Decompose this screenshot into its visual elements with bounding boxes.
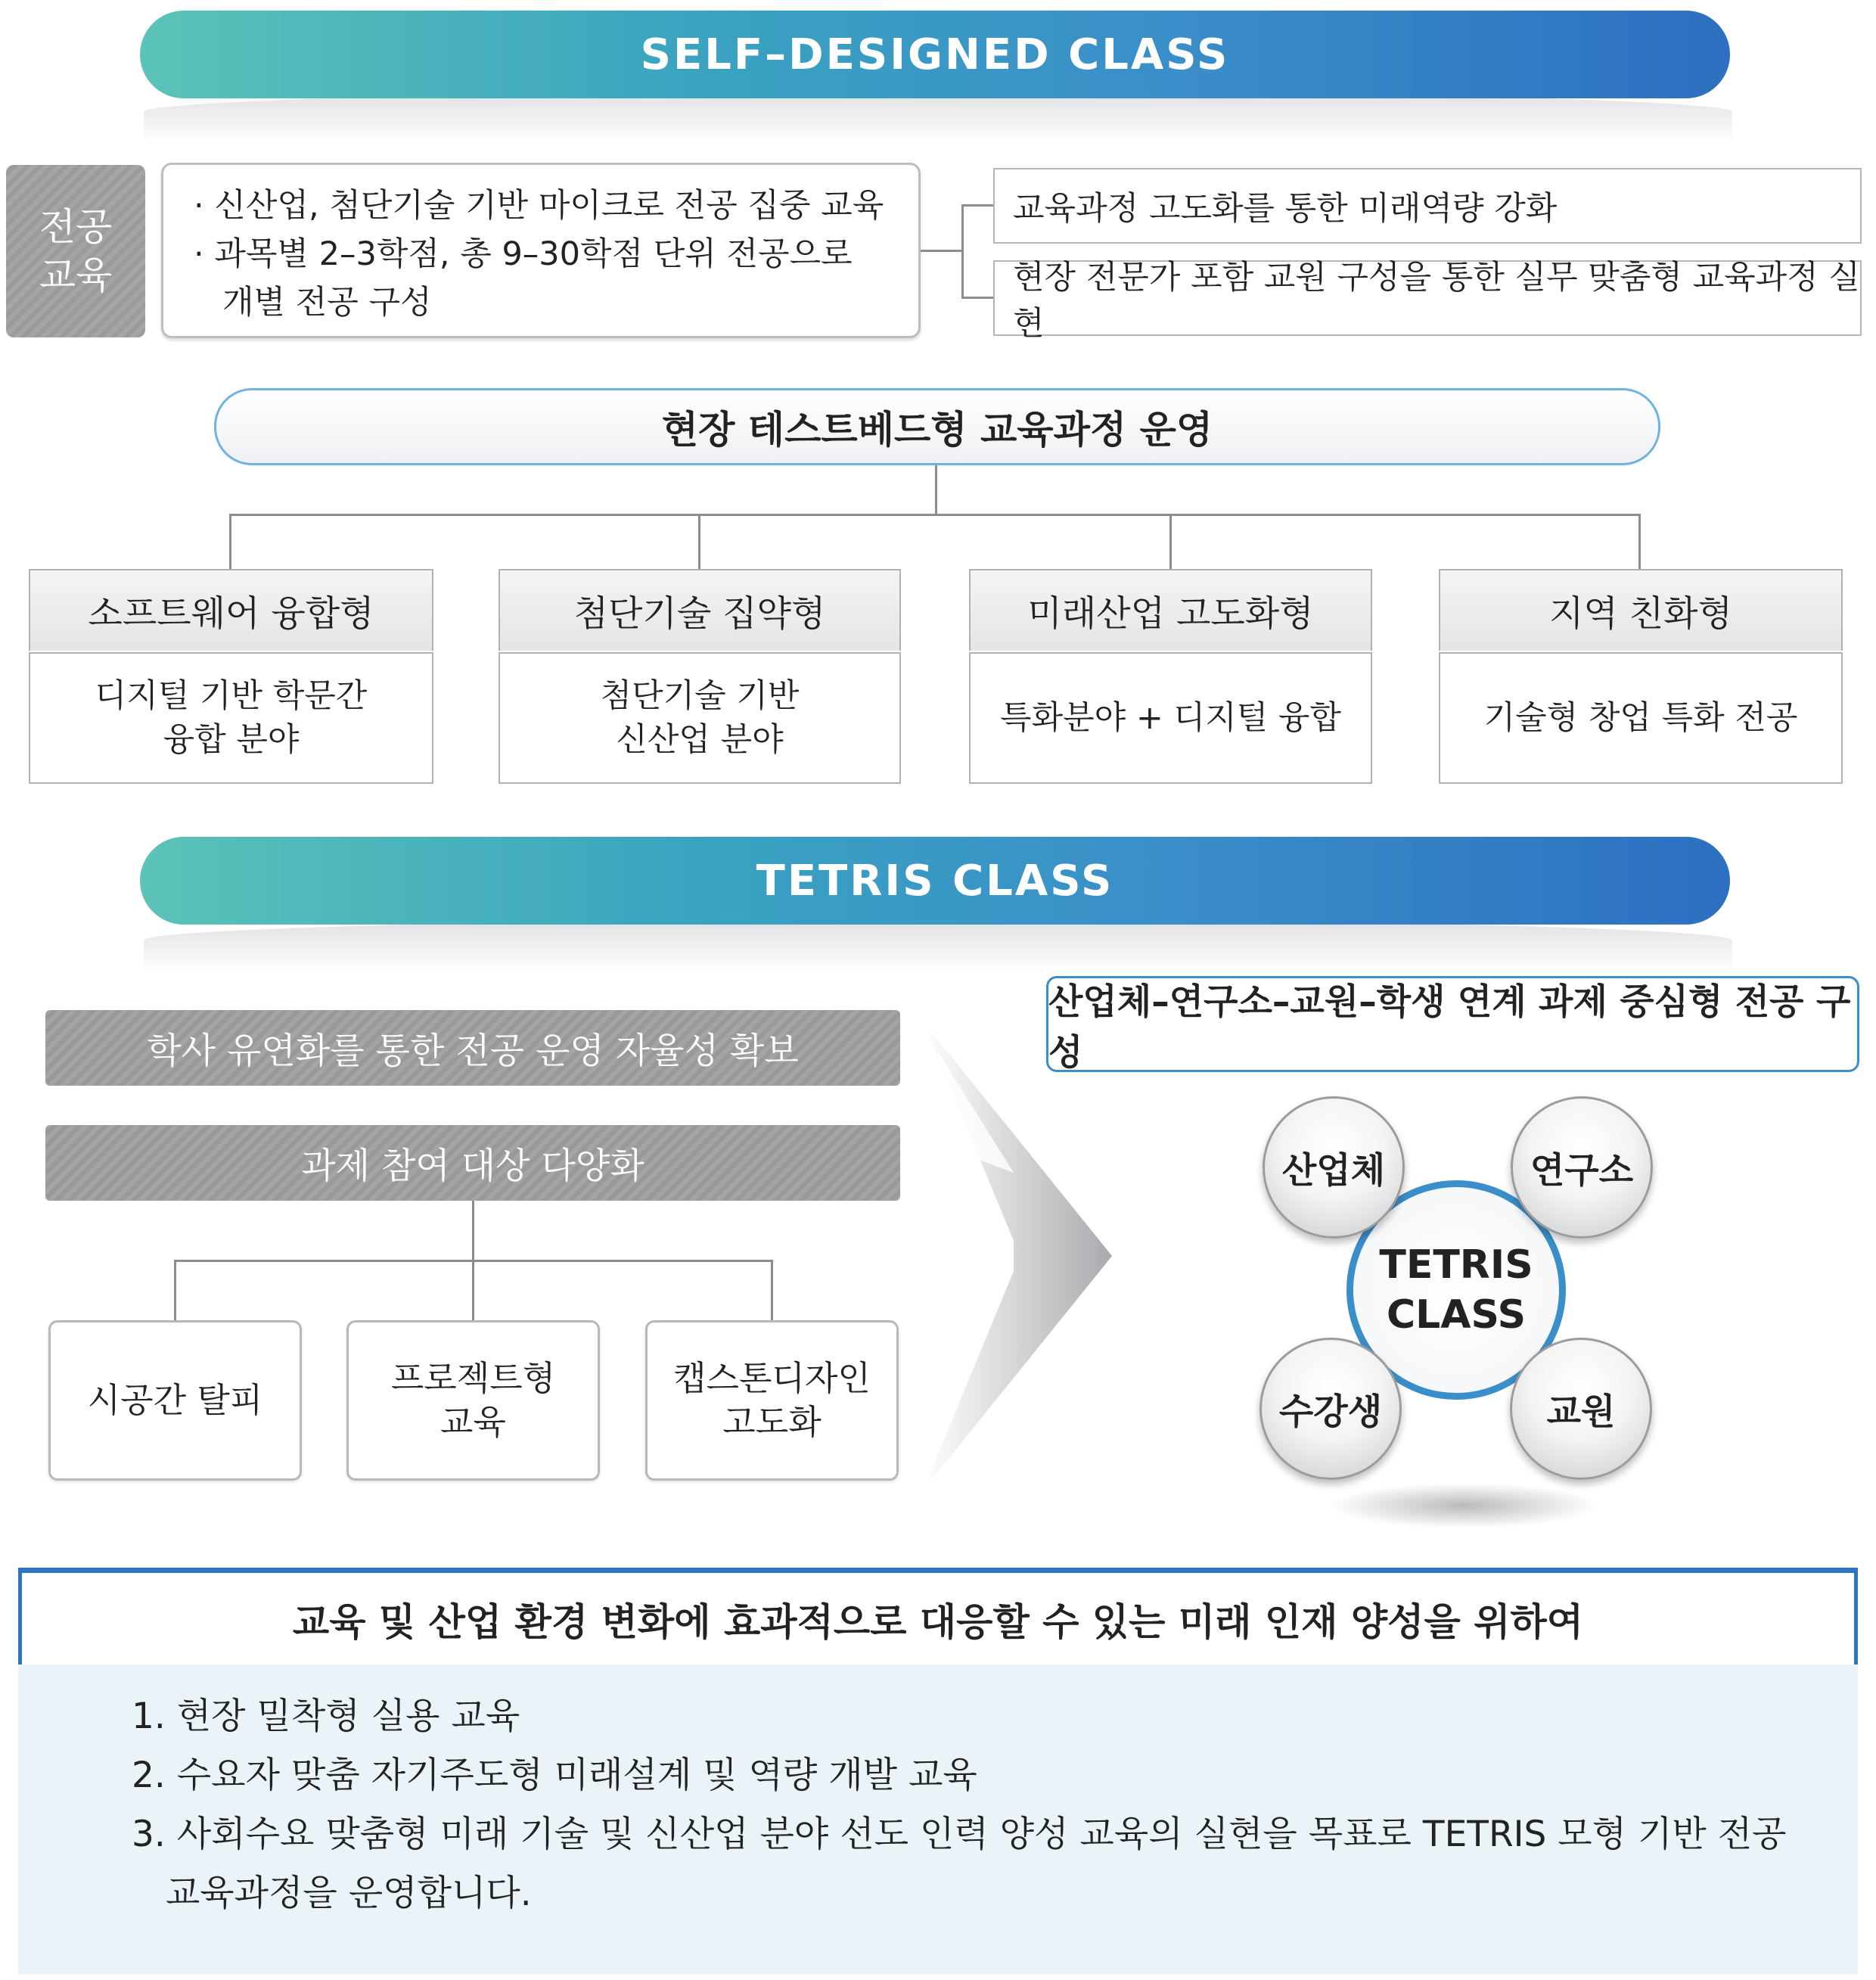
outcome-text: 교육과정 고도화를 통한 미래역량 강화: [1013, 189, 1558, 228]
connector-line: [961, 297, 995, 299]
tree-line: [229, 514, 1641, 516]
bullet-item: · 신산업, 첨단기술 기반 마이크로 전공 집중 교육: [194, 187, 884, 225]
goal-item: 2. 수요자 맞춤 자기주도형 미래설계 및 역량 개발 교육: [132, 1755, 977, 1796]
goal-list: [18, 1665, 1858, 1975]
tetris-item-box: [48, 1320, 302, 1481]
node-students: [1259, 1338, 1402, 1480]
linkage-title: 산업체–연구소–교원–학생 연계 과제 중심형 전공 구성: [1048, 981, 1851, 1074]
tree-line: [174, 1260, 176, 1322]
tetris-item-box: [645, 1320, 899, 1481]
banner-shadow: [144, 919, 1732, 972]
arrow-highlight-icon: [938, 1052, 1014, 1173]
item-text: 시공간 탈피: [87, 1380, 263, 1420]
testbed-pill: [214, 388, 1660, 465]
item-text: 프로젝트형: [390, 1358, 556, 1398]
goal-item: 교육과정을 운영합니다.: [132, 1873, 532, 1914]
label-line: 전공: [39, 205, 113, 249]
node-industry: [1263, 1096, 1405, 1239]
category-head: [499, 569, 901, 651]
goal-item: 3. 사회수요 맞춤형 미래 기술 및 신산업 분야 선도 인력 양성 교육의 실현을 목표로 TETRIS 모형 기반 전공: [132, 1814, 1787, 1855]
tree-line: [174, 1260, 773, 1262]
category-head-text: 소프트웨어 융합형: [88, 592, 374, 635]
tree-line: [229, 514, 231, 570]
diversity-bar: [45, 1125, 900, 1201]
category-body-text: 특화분야 + 디지털 융합: [1000, 699, 1341, 737]
category-body: [29, 652, 433, 784]
flexibility-bar: [45, 1010, 900, 1086]
item-text: 고도화: [722, 1402, 822, 1442]
connector-line: [961, 204, 964, 298]
category-body-text: 기술형 창업 특화 전공: [1483, 699, 1798, 737]
outcome-text: 현장 전문가 포함 교원 구성을 통한 실무 맞춤형 교육과정 실현: [1013, 259, 1860, 343]
node-faculty: [1510, 1338, 1652, 1480]
node-institute: [1511, 1096, 1653, 1239]
category-body: [969, 652, 1372, 784]
tree-line: [771, 1260, 773, 1322]
category-head: [29, 569, 433, 651]
category-body-text: 융합 분야: [163, 721, 300, 759]
category-head-text: 지역 친화형: [1549, 592, 1732, 635]
outcome-box: [993, 259, 1862, 343]
outcome-box: [993, 168, 1862, 244]
connector-line: [921, 250, 963, 252]
bullet-item: 개별 전공 구성: [222, 284, 432, 322]
category-head: [1439, 569, 1843, 651]
linkage-box: [1046, 976, 1859, 1072]
arrow-graphic: [923, 1021, 1120, 1490]
node-text: 수강생: [1278, 1391, 1383, 1433]
node-text: 산업체: [1281, 1149, 1386, 1192]
item-text: 교육: [440, 1402, 506, 1442]
connector-line: [961, 204, 995, 207]
category-body: [1439, 652, 1843, 784]
center-text: CLASS: [1386, 1292, 1527, 1338]
tree-line: [698, 514, 700, 570]
category-body-text: 첨단기술 기반: [600, 677, 800, 715]
self-designed-banner: [140, 11, 1730, 98]
category-head: [969, 569, 1372, 651]
center-text: TETRIS: [1379, 1242, 1533, 1288]
major-education-label: [6, 165, 145, 337]
category-body-text: 디지털 기반 학문간: [95, 677, 368, 715]
node-text: 연구소: [1530, 1149, 1634, 1192]
category-body: [499, 652, 901, 784]
testbed-title: 현장 테스트베드형 교육과정 운영: [661, 408, 1213, 452]
goal-heading-box: [18, 1568, 1858, 1665]
category-body-text: 신산업 분야: [616, 721, 784, 759]
tree-line: [1638, 514, 1641, 570]
label-line: 교육: [39, 253, 113, 297]
major-description-box: [161, 163, 921, 338]
self-designed-title: SELF–DESIGNED CLASS: [640, 30, 1230, 79]
category-head-text: 미래산업 고도화형: [1027, 592, 1314, 635]
tetris-title: TETRIS CLASS: [756, 856, 1114, 906]
tree-line: [935, 465, 937, 515]
goal-item: 1. 현장 밀착형 실용 교육: [132, 1696, 520, 1737]
node-text: 교원: [1546, 1391, 1616, 1433]
item-text: 캡스톤디자인: [673, 1358, 871, 1398]
tree-line: [1169, 514, 1172, 570]
tetris-banner: [140, 837, 1730, 925]
banner-shadow: [144, 91, 1732, 144]
bullet-item: · 과목별 2–3학점, 총 9–30학점 단위 전공으로: [194, 235, 853, 273]
ground-shadow: [1328, 1483, 1600, 1528]
bar-text: 과제 참여 대상 다양화: [301, 1145, 644, 1187]
category-head-text: 첨단기술 집약형: [573, 592, 826, 635]
bar-text: 학사 유연화를 통한 전공 운영 자율성 확보: [147, 1030, 799, 1072]
goal-heading: 교육 및 산업 환경 변화에 효과적으로 대응할 수 있는 미래 인재 양성을 위하여: [292, 1599, 1584, 1644]
tetris-item-box: [346, 1320, 600, 1481]
